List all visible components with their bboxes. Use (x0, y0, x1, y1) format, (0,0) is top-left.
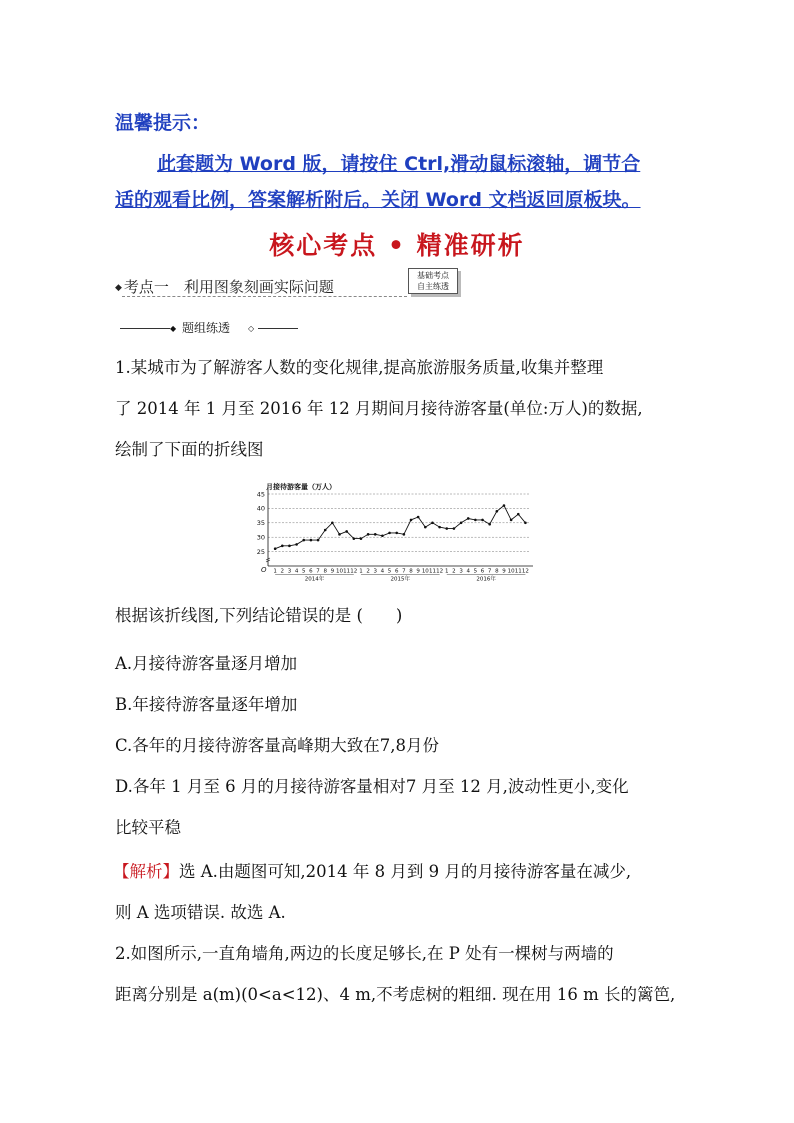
data-point (503, 504, 506, 507)
y-tick-label: 30 (256, 533, 265, 542)
data-point (496, 510, 499, 513)
badge-line-1: 基础考点 (417, 271, 449, 280)
year-label: 2016年 (476, 576, 496, 582)
x-tick-label: 5 (387, 568, 392, 575)
x-tick-label: 8 (323, 568, 327, 575)
line-chart (252, 480, 537, 582)
data-point (345, 530, 348, 533)
x-tick-label: 12 (436, 568, 444, 575)
x-tick-label: 3 (373, 568, 378, 575)
data-point (302, 539, 305, 542)
x-tick-label: 1 (445, 568, 449, 575)
x-tick-label: 7 (402, 568, 406, 575)
option-d-line-1: D.各年 1 月至 6 月的月接待游客量相对7 月至 12 月,波动性更小,变化 (115, 777, 629, 796)
x-tick-label: 2 (366, 568, 370, 575)
year-label: 2014年 (304, 576, 325, 582)
data-point (274, 547, 277, 550)
group-rule-right (258, 328, 298, 329)
x-tick-label: 4 (380, 568, 385, 575)
y-tick-label: 35 (256, 519, 265, 528)
group-label-row (118, 319, 298, 337)
data-point (395, 532, 398, 535)
x-tick-label: 6 (394, 568, 399, 575)
x-tick-label: 3 (287, 568, 292, 575)
data-point (288, 545, 291, 548)
chart-title: 月接待游客量（万人） (266, 483, 336, 491)
data-point (445, 527, 448, 530)
data-point (410, 519, 413, 522)
chart-series (274, 504, 527, 550)
chart-grid (268, 494, 529, 552)
data-point (324, 529, 327, 532)
data-point (310, 539, 313, 542)
x-tick-label: 9 (416, 568, 420, 575)
data-point (295, 543, 298, 546)
chart-origin-label: O (261, 566, 267, 574)
data-point (381, 534, 384, 537)
data-point (481, 519, 484, 522)
x-tick-label: 11 (428, 568, 436, 575)
chart-axes (266, 488, 533, 566)
section-label: 考点一 利用图象刻画实际问题 (123, 278, 334, 296)
data-point (510, 519, 513, 522)
data-point (353, 537, 356, 540)
x-tick-label: 12 (521, 568, 529, 575)
x-tick-label: 8 (409, 568, 413, 575)
section-heading (115, 276, 334, 297)
data-point (360, 537, 363, 540)
data-point (431, 522, 434, 525)
x-tick-label: 3 (459, 568, 463, 575)
data-point (367, 533, 370, 536)
x-tick-label: 11 (343, 568, 351, 575)
x-tick-label: 1 (273, 568, 277, 575)
data-point (460, 522, 463, 525)
analysis-line-2: 则 A 选项错误. 故选 A. (115, 903, 286, 922)
y-tick-label: 45 (256, 490, 265, 499)
data-point (317, 539, 320, 542)
data-point (488, 523, 491, 526)
x-tick-label: 4 (466, 568, 470, 575)
x-tick-label: 2 (452, 568, 456, 575)
option-c: C.各年的月接待游客量高峰期大致在7,8月份 (115, 736, 440, 755)
q1-line-1: 1.某城市为了解游客人数的变化规律,提高旅游服务质量,收集并整理 (115, 358, 604, 377)
q2-line-1: 2.如图所示,一直角墙角,两边的长度足够长,在 P 处有一棵树与两墙的 (115, 944, 614, 963)
data-point (424, 526, 427, 529)
q2-line-2: 距离分别是 a(m)(0<a<12)、4 m,不考虑树的粗细. 现在用 16 m 长的篱笆, (115, 985, 676, 1004)
chart-x-ticks (273, 569, 529, 583)
x-tick-label: 4 (294, 568, 299, 575)
badge-line-2: 自主练透 (417, 282, 449, 291)
x-tick-label: 10 (336, 568, 344, 575)
option-a: A.月接待游客量逐月增加 (115, 654, 298, 673)
data-point (517, 513, 520, 516)
data-point (524, 522, 527, 525)
section-badge (408, 268, 458, 294)
diamond-icon: ◇ (248, 324, 255, 333)
question-1-prompt (115, 595, 695, 636)
data-point (338, 533, 341, 536)
data-point (281, 545, 284, 548)
option-d-line-2: 比较平稳 (115, 818, 181, 837)
x-tick-label: 8 (495, 568, 499, 575)
x-tick-label: 7 (316, 568, 320, 575)
diamond-icon: ◆ (170, 324, 177, 333)
data-point (467, 517, 470, 520)
x-tick-label: 1 (359, 568, 363, 575)
group-label: 题组练透 (182, 321, 231, 335)
data-point (438, 526, 441, 529)
data-point (474, 519, 477, 522)
data-point (417, 516, 420, 519)
x-tick-label: 10 (507, 568, 515, 575)
x-tick-label: 5 (473, 568, 478, 575)
analysis-line-1 (113, 858, 631, 882)
x-tick-label: 12 (350, 568, 358, 575)
group-rule-left (120, 328, 170, 329)
year-label: 2015年 (390, 576, 411, 582)
data-point (453, 527, 456, 530)
q1-line-2: 了 2014 年 1 月至 2016 年 12 月期间月接待游客量(单位:万人)的数据, (115, 399, 643, 418)
tip-title: 温馨提示： (115, 112, 211, 134)
tip-line-2: 适的观看比例，答案解析附后。关闭 Word 文档返回原板块。 (115, 189, 641, 211)
tip-line-1: 此套题为 Word 版，请按住 Ctrl,滑动鼠标滚轴，调节合 (157, 153, 641, 175)
section-divider (122, 296, 407, 297)
data-point (374, 533, 377, 536)
tip-body (115, 146, 693, 218)
x-tick-label: 10 (421, 568, 429, 575)
x-tick-label: 11 (514, 568, 522, 575)
x-tick-label: 6 (309, 568, 313, 575)
x-tick-label: 6 (480, 568, 485, 575)
diamond-icon: ◆ (115, 283, 122, 293)
x-tick-label: 9 (502, 568, 506, 575)
analysis-tag: 【解析】 (113, 862, 179, 881)
x-tick-label: 5 (302, 568, 306, 575)
x-tick-label: 2 (280, 568, 285, 575)
data-point (331, 522, 334, 525)
x-tick-label: 9 (330, 568, 335, 575)
x-tick-label: 7 (487, 568, 492, 575)
data-point (403, 533, 406, 536)
q1-line-3: 绘制了下面的折线图 (115, 440, 264, 459)
chart-y-ticks (257, 490, 265, 556)
series-line (275, 506, 525, 549)
q1-prompt: 根据该折线图,下列结论错误的是 ( ) (115, 606, 403, 625)
option-b: B.年接待游客量逐年增加 (115, 695, 298, 714)
y-tick-label: 40 (256, 504, 265, 513)
question-1-stem (115, 347, 695, 470)
data-point (388, 532, 391, 535)
y-tick-label: 25 (256, 547, 265, 556)
analysis-text-1: 选 A.由题图可知,2014 年 8 月到 9 月的月接待游客量在减少, (179, 862, 632, 881)
main-title: 核心考点 • 精准研析 (269, 231, 525, 260)
